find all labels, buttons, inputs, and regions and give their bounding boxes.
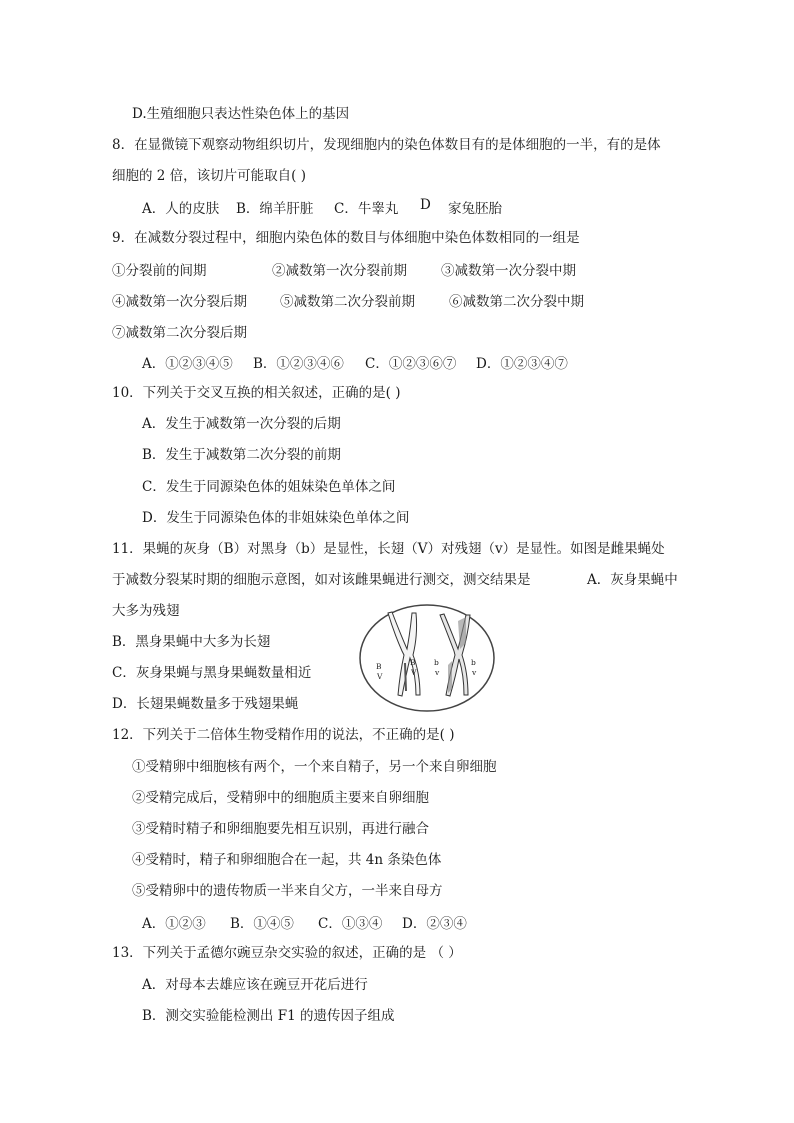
label-b-3: b xyxy=(434,658,439,667)
label-b-2: B xyxy=(410,658,416,667)
q12-option-d: D．②③④ xyxy=(402,916,467,932)
q8-option-d-letter: D xyxy=(420,197,431,213)
q13-option-b: B．测交实验能检测出 F1 的遗传因子组成 xyxy=(142,1008,395,1024)
chromosome-right xyxy=(440,614,470,696)
q9-option-c: C．①②③⑥⑦ xyxy=(365,356,457,372)
q9-option-b: B．①②③④⑥ xyxy=(253,356,344,372)
q9-item-3: ③减数第一次分裂中期 xyxy=(441,263,576,279)
q11-option-c: C．灰身果蝇与黑身果蝇数量相近 xyxy=(112,665,312,681)
q9-stem: 9．在减数分裂过程中，细胞内染色体的数目与体细胞中染色体数相同的一组是 xyxy=(112,230,580,246)
q12-statement-2: ②受精完成后，受精卵中的细胞质主要来自卵细胞 xyxy=(132,790,429,806)
q11-option-a: A．灰身果蝇中 xyxy=(587,572,678,588)
q10-option-c: C．发生于同源染色体的姐妹染色单体之间 xyxy=(142,479,396,495)
q12-statement-5: ⑤受精卵中的遗传物质一半来自父方，一半来自母方 xyxy=(132,883,443,899)
q13-option-a: A．对母本去雄应该在豌豆开花后进行 xyxy=(142,977,368,993)
q9-item-6: ⑥减数第二次分裂中期 xyxy=(449,294,584,310)
q11-option-b: B．黑身果蝇中大多为长翅 xyxy=(112,634,271,650)
q10-option-d: D．发生于同源染色体的非姐妹染色单体之间 xyxy=(142,510,410,526)
q12-statement-1: ①受精卵中细胞核有两个，一个来自精子，另一个来自卵细胞 xyxy=(132,759,497,775)
label-v-4: v xyxy=(472,668,477,677)
label-b-4: b xyxy=(471,658,476,667)
q11-stem-line1: 11．果蝇的灰身（B）对黑身（b）是显性，长翅（V）对残翅（v）是显性。如图是雌果蝇处 xyxy=(112,541,665,557)
q10-stem: 10．下列关于交叉互换的相关叙述，正确的是( ) xyxy=(112,385,401,401)
q13-stem: 13．下列关于孟德尔豌豆杂交实验的叙述，正确的是 （ ） xyxy=(112,945,462,961)
q11-stem-line2: 于减数分裂某时期的细胞示意图，如对该雌果蝇进行测交，测交结果是 xyxy=(112,572,531,588)
q9-option-d: D．①②③④⑦ xyxy=(476,356,568,372)
q12-stem: 12．下列关于二倍体生物受精作用的说法，不正确的是( ) xyxy=(112,727,455,743)
cell-chromosome-figure xyxy=(358,603,496,713)
q8-option-b: B．绵羊肝脏 xyxy=(236,201,314,217)
q12-option-c: C．①③④ xyxy=(318,916,383,932)
q12-statement-3: ③受精时精子和卵细胞要先相互识别，再进行融合 xyxy=(132,821,429,837)
q12-statement-4: ④受精时，精子和卵细胞合在一起，共 4n 条染色体 xyxy=(132,852,442,868)
q12-option-a: A．①②③ xyxy=(142,916,206,932)
q9-item-4: ④减数第一次分裂后期 xyxy=(112,294,247,310)
label-v-2: V xyxy=(411,668,417,677)
q8-option-c: C．牛睾丸 xyxy=(334,201,399,217)
q9-item-1: ①分裂前的间期 xyxy=(112,263,207,279)
q9-item-5: ⑤减数第二次分裂前期 xyxy=(280,294,415,310)
q8-option-d-text: 家兔胚胎 xyxy=(448,201,502,217)
q11-option-a-continued: 大多为残翅 xyxy=(112,603,180,619)
q8-stem-line2: 细胞的 2 倍，该切片可能取自( ) xyxy=(112,168,306,184)
q7-option-d: D.生殖细胞只表达性染色体上的基因 xyxy=(132,106,350,122)
q9-item-2: ②减数第一次分裂前期 xyxy=(272,263,407,279)
q10-option-b: B．发生于减数第二次分裂的前期 xyxy=(142,447,341,463)
q10-option-a: A．发生于减数第一次分裂的后期 xyxy=(142,416,341,432)
label-v-1: V xyxy=(377,672,383,681)
q11-option-d: D．长翅果蝇数量多于残翅果蝇 xyxy=(112,696,299,712)
label-b-1: B xyxy=(376,662,382,671)
q12-option-b: B．①④⑤ xyxy=(230,916,294,932)
chromosome-left xyxy=(388,612,420,696)
q8-option-a: A．人的皮肤 xyxy=(142,201,220,217)
q9-item-7: ⑦减数第二次分裂后期 xyxy=(112,325,247,341)
label-v-3: v xyxy=(435,668,440,677)
q9-option-a: A．①②③④⑤ xyxy=(142,356,233,372)
q8-stem-line1: 8．在显微镜下观察动物组织切片，发现细胞内的染色体数目有的是体细胞的一半，有的是体 xyxy=(112,137,661,153)
